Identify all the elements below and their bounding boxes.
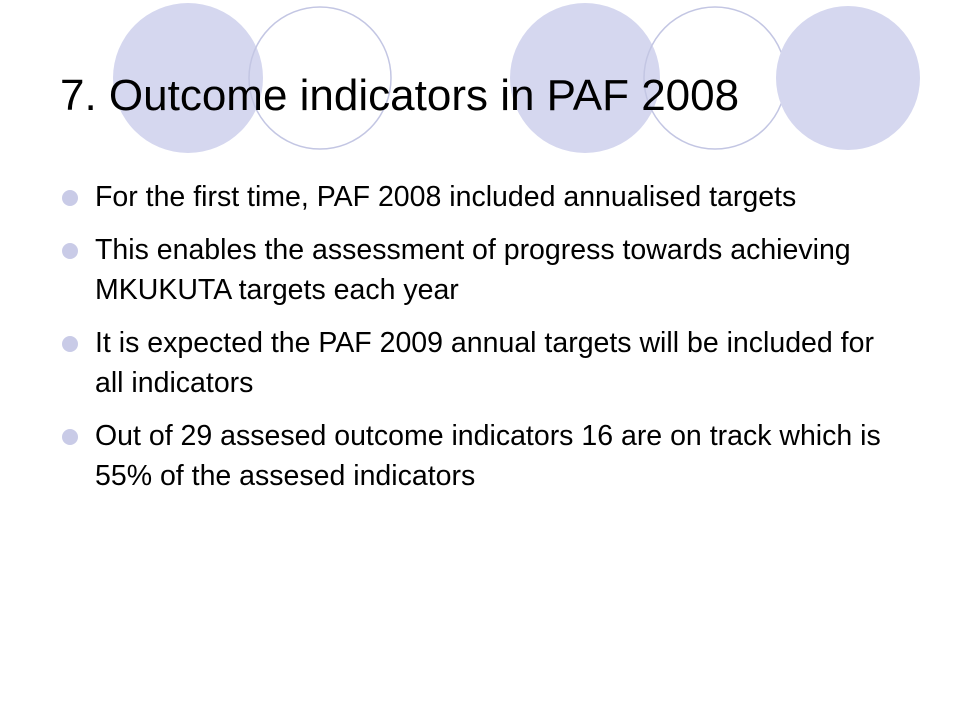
slide-title: 7. Outcome indicators in PAF 2008 <box>60 71 740 120</box>
bullet-dot-icon <box>62 429 78 445</box>
bullet-list <box>60 177 900 509</box>
bullet-item <box>60 416 900 496</box>
filled-circle-3 <box>776 6 920 150</box>
bullet-item <box>60 230 900 310</box>
bullet-text: For the first time, PAF 2008 included annualised targets <box>95 181 797 213</box>
bullet-text: Out of 29 assesed outcome indicators 16 are on track which is 55% of the assesed indicators <box>95 420 881 492</box>
bullet-dot-icon <box>62 336 78 352</box>
bullet-item <box>60 177 900 217</box>
bullet-text: It is expected the PAF 2009 annual targets will be included for all indicators <box>95 327 874 399</box>
bullet-dot-icon <box>62 243 78 259</box>
bullet-item <box>60 323 900 403</box>
bullet-text: This enables the assessment of progress towards achieving MKUKUTA targets each year <box>95 234 851 306</box>
bullet-dot-icon <box>62 190 78 206</box>
